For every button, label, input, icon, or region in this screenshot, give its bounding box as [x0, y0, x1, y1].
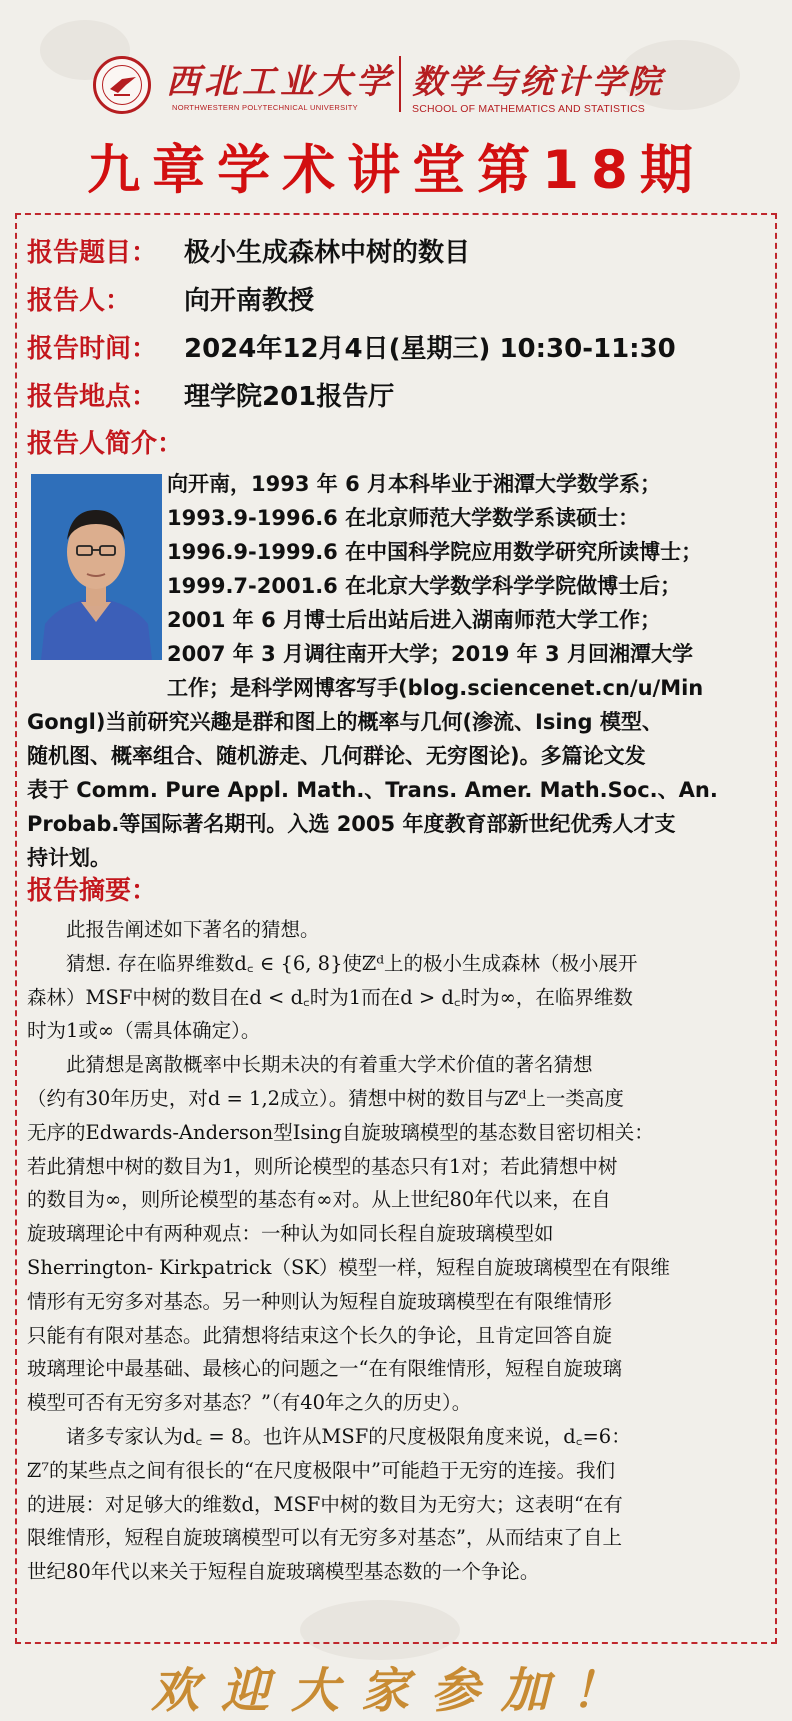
topic-label: 报告题目： [27, 238, 158, 268]
abstract-line: 诸多专家认为d꜀ = 8。也许从MSF的尺度极限角度来说，d꜀=6： [27, 1425, 631, 1448]
bio-line: 随机图、概率组合、随机游走、几何群论、无穷图论)。多篇论文发 [27, 744, 646, 768]
abstract-line: 模型可否有无穷多对基态？”（有40年之久的历史）。 [27, 1391, 472, 1415]
time-label: 报告时间： [27, 334, 158, 364]
speaker-photo [31, 474, 162, 660]
abstract-line: 无序的Edwards-Anderson型Ising自旋玻璃模型的基态数目密切相关： [27, 1120, 654, 1144]
topic-value: 极小生成森林中树的数目 [184, 238, 471, 268]
venue-label: 报告地点： [27, 382, 158, 412]
bio-line: 向开南，1993 年 6 月本科毕业于湘潭大学数学系； [167, 472, 661, 496]
bio-line: 工作；是科学网博客写手(blog.sciencenet.cn/u/Min [167, 676, 704, 700]
venue-value: 理学院201报告厅 [184, 382, 395, 412]
bio-line: Gongl)当前研究兴趣是群和图上的概率与几何(渗流、Ising 模型、 [27, 710, 663, 734]
abstract-line: Sherrington- Kirkpatrick（SK）模型一样，短程自旋玻璃模型在有限维 [27, 1256, 670, 1279]
abstract-line: 的数目为∞，则所论模型的基态有∞对。从上世纪80年代以来，在自 [27, 1188, 611, 1212]
abstract-line: （约有30年历史，对d = 1,2成立）。猜想中树的数目与ℤᵈ上一类高度 [27, 1087, 624, 1110]
bio-line: 1993.9-1996.6 在北京师范大学数学系读硕士： [167, 506, 640, 530]
university-name-cn: 西北工业大学 [166, 62, 394, 102]
university-emblem-icon [93, 56, 151, 114]
bio-heading [27, 423, 183, 460]
bio-line: 1999.7-2001.6 在北京大学数学科学学院做博士后； [167, 574, 682, 598]
welcome-footer: 欢迎大家参加！ [150, 1663, 641, 1719]
bio-line: 持计划。 [27, 846, 111, 870]
speaker-row [27, 280, 315, 317]
bio-label: 报告人简介： [27, 429, 184, 459]
abstract-line: 玻璃理论中最基础、最核心的问题之一“在有限维情形，短程自旋玻璃 [27, 1357, 622, 1381]
bio-line: 1996.9-1999.6 在中国科学院应用数学研究所读博士； [167, 540, 703, 564]
time-row [27, 328, 676, 365]
abstract-line: 只能有有限对基态。此猜想将结束这个长久的争论，且肯定回答自旋 [27, 1323, 613, 1347]
abstract-line: 旋玻璃理论中有两种观点：一种认为如同长程自旋玻璃模型如 [27, 1222, 554, 1246]
bio-line: Probab.等国际著名期刊。入选 2005 年度教育部新世纪优秀人才支 [27, 812, 676, 836]
abstract-label: 报告摘要： [27, 876, 158, 906]
abstract-line: 若此猜想中树的数目为1，则所论模型的基态只有1对；若此猜想中树 [27, 1154, 618, 1178]
header-divider [399, 56, 401, 112]
bio-line: 表于 Comm. Pure Appl. Math.、Trans. Amer. Math.Soc.、An. [27, 778, 718, 802]
abstract-line: 的进展：对足够大的维数d，MSF中树的数目为无穷大；这表明“在有 [27, 1492, 623, 1516]
speaker-value: 向开南教授 [184, 286, 315, 316]
time-value: 2024年12月4日(星期三) 10:30-11:30 [184, 334, 676, 364]
abstract-line: 时为1或∞（需具体确定）。 [27, 1019, 261, 1043]
lecture-title: 九章学术讲堂第18期 [87, 140, 705, 201]
header [0, 48, 792, 118]
topic-row [27, 232, 471, 269]
abstract-line: 限维情形，短程自旋玻璃模型可以有无穷多对基态”，从而结束了自上 [27, 1526, 622, 1550]
school-name-en: SCHOOL OF MATHEMATICS AND STATISTICS [412, 103, 645, 115]
abstract-line: ℤ⁷的某些点之间有很长的“在尺度极限中”可能趋于无穷的连接。我们 [27, 1458, 615, 1482]
abstract-line: 情形有无穷多对基态。另一种则认为短程自旋玻璃模型在有限维情形 [27, 1289, 613, 1313]
bio-line: 2007 年 3 月调往南开大学；2019 年 3 月回湘潭大学 [167, 642, 693, 666]
abstract-line: 猜想. 存在临界维数d꜀ ∈ {6, 8}使ℤᵈ上的极小生成森林（极小展开 [27, 951, 638, 975]
venue-row [27, 376, 395, 413]
school-name-cn: 数学与统计学院 [412, 62, 664, 101]
abstract-line: 森林）MSF中树的数目在d < d꜀时为1而在d > d꜀时为∞，在临界维数 [27, 985, 633, 1009]
abstract-line: 此报告阐述如下著名的猜想。 [27, 918, 320, 941]
abstract-line: 世纪80年代以来关于短程自旋玻璃模型基态数的一个争论。 [27, 1560, 540, 1584]
university-name-en: NORTHWESTERN POLYTECHNICAL UNIVERSITY [172, 103, 358, 112]
abstract-line: 此猜想是离散概率中长期未决的有着重大学术价值的著名猜想 [27, 1053, 593, 1077]
bio-line: 2001 年 6 月博士后出站后进入湖南师范大学工作； [167, 608, 661, 632]
speaker-label: 报告人： [27, 286, 132, 316]
